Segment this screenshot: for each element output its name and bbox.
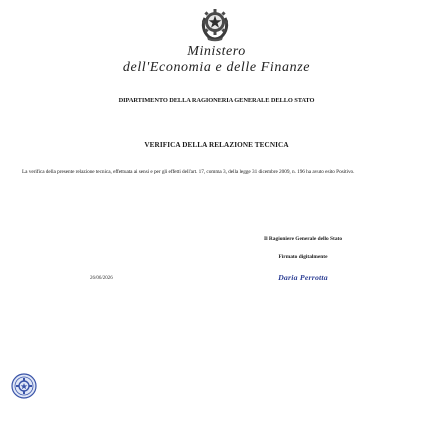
ministry-name-line-1: Ministero: [187, 44, 246, 59]
digital-signature-seal-icon: [11, 373, 37, 399]
verification-statement: La verifica della presente relazione tecnica, effettuata ai sensi e per gli effetti dell'art. 17, comma 3, della legge 31 dicembre 2009, n. 196 ha avuto esito Positivo.: [22, 169, 355, 175]
republic-emblem-icon: [197, 4, 233, 42]
digital-signature-note: Firmato digitalmente: [278, 254, 328, 260]
signer-name: Daria Perrotta: [278, 273, 328, 282]
signature-date: 26/06/2026: [90, 276, 113, 281]
document-title: VERIFICA DELLA RELAZIONE TECNICA: [144, 141, 289, 149]
ministry-name-line-2: dell'Economia e delle Finanze: [122, 60, 311, 75]
signer-role: Il Ragioniere Generale dello Stato: [263, 236, 343, 242]
department-name: DIPARTIMENTO DELLA RAGIONERIA GENERALE DELLO STATO: [118, 97, 315, 104]
